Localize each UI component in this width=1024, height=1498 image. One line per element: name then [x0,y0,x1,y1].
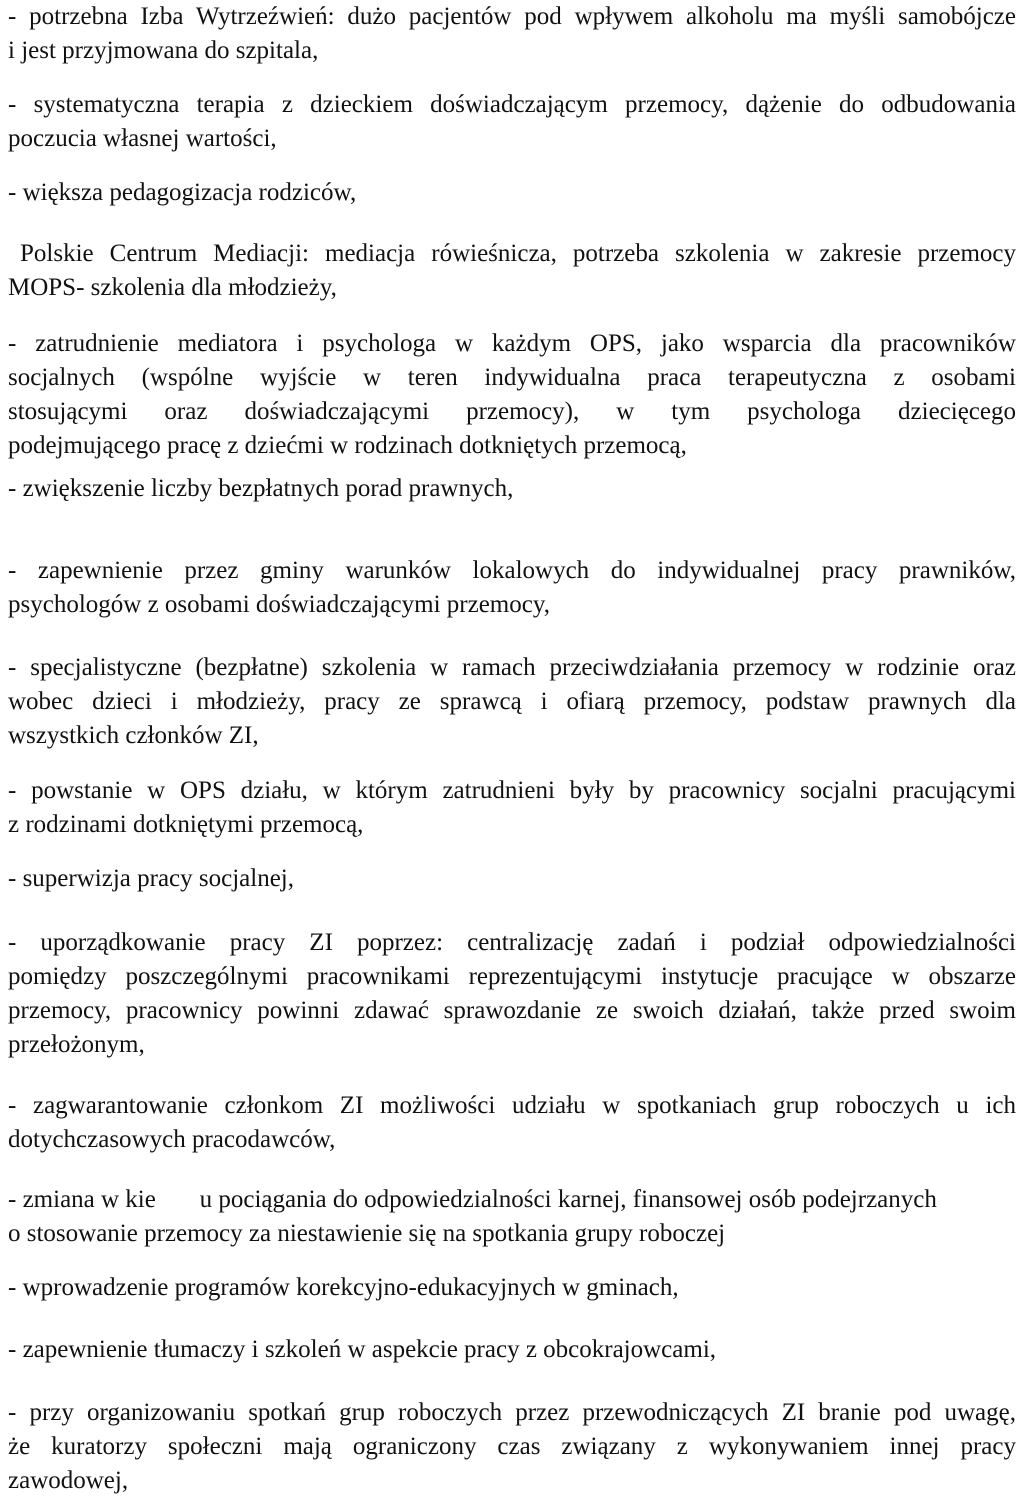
text-line: socjalnych (wspólne wyjście w teren indywidualna praca terapeutyczna z osobami [8,364,1016,391]
paragraph-superwizja [8,862,1016,896]
text-line: z rodzinami dotkniętymi przemocą, [8,811,364,838]
text-line: - systematyczna terapia z dzieckiem doświadczającym przemocy, dążenie do odbudowania [8,91,1016,118]
paragraph-polskie-centrum-mediacji [8,237,1016,305]
text-line: - zatrudnienie mediatora i psychologa w każdym OPS, jako wsparcia dla pracowników [8,330,1016,357]
text-line: - specjalistyczne (bezpłatne) szkolenia w ramach przeciwdziałania przemocy w rodzinie oraz [8,654,1016,681]
text-line: stosującymi oraz doświadczającymi przemocy), w tym psychologa dziecięcego [8,398,1016,425]
paragraph-odpowiedzialnosc-karna [8,1183,1016,1251]
text-line: MOPS- szkolenia dla młodzieży, [8,274,337,301]
paragraph-tlumacze [8,1333,1016,1367]
paragraph-terapia-z-dzieckiem [8,88,1016,156]
text-line: o stosowanie przemocy za niestawienie się na spotkania grupy roboczej [8,1220,726,1247]
text-line: - zagwarantowanie członkom ZI możliwości udziału w spotkaniach grup roboczych u ich [8,1092,1016,1119]
text-line: i jest przyjmowana do szpitala, [8,37,319,64]
paragraph-porady-prawne [8,472,1016,506]
text-line: wobec dzieci i młodzieży, pracy ze sprawcą i ofiarą przemocy, podstaw prawnych dla [8,688,1016,715]
text-line: - wprowadzenie programów korekcyjno-edukacyjnych w gminach, [8,1274,679,1301]
paragraph-szkolenia-specjalistyczne [8,651,1016,753]
text-line: - zapewnienie przez gminy warunków lokalowych do indywidualnej pracy prawników, [8,557,1016,584]
paragraph-zagwarantowanie-udzialu [8,1089,1016,1157]
text-line: - uporządkowanie pracy ZI poprzez: centralizację zadań i podział odpowiedzialności [8,929,1016,956]
text-line: - zwiększenie liczby bezpłatnych porad prawnych, [8,475,514,502]
text-line: przemocy, pracownicy powinni zdawać sprawozdanie ze swoich działań, także przed swoim [8,997,1016,1024]
text-line: - superwizja pracy socjalnej, [8,865,294,892]
text-line: wszystkich członków ZI, [8,722,259,749]
paragraph-dzial-ops [8,774,1016,842]
paragraph-pedagogizacja-rodzicow [8,176,1016,210]
text-line: - zapewnienie tłumaczy i szkoleń w aspekcie pracy z obcokrajowcami, [8,1336,717,1363]
text-line: - większa pedagogizacja rodziców, [8,179,357,206]
text-line: Polskie Centrum Mediacji: mediacja rówieśnicza, potrzeba szkolenia w zakresie przemocy [20,240,1016,267]
paragraph-izba-wytrzezwien [8,0,1016,68]
paragraph-uporzadkowanie-pracy [8,926,1016,1062]
text-line: zawodowej, [8,1467,129,1494]
text-line: pomiędzy poszczególnymi pracownikami reprezentującymi instytucje pracujące w obszarze [8,963,1016,990]
text-line: - przy organizowaniu spotkań grup roboczych przez przewodniczących ZI branie pod uwagę, [8,1399,1016,1426]
text-line: poczucia własnej wartości, [8,125,277,152]
text-line: - potrzebna Izba Wytrzeźwień: dużo pacjentów pod wpływem alkoholu ma myśli samobójcze [8,3,1016,30]
text-line: podejmującego pracę z dziećmi w rodzinach dotkniętych przemocą, [8,432,687,459]
text-line: przełożonym, [8,1031,145,1058]
text-line: że kuratorzy społeczni mają ograniczony czas związany z wykonywaniem innej pracy [8,1433,1016,1460]
paragraph-kuratorzy-spoleczni [8,1396,1016,1498]
paragraph-zatrudnienie-mediatora [8,327,1016,463]
text-line: - zmiana w kie u pociągania do odpowiedzialności karnej, finansowej osób podejrzanych [8,1186,937,1213]
paragraph-warunki-lokalowe [8,554,1016,622]
text-line: dotychczasowych pracodawców, [8,1126,336,1153]
text-line: - powstanie w OPS działu, w którym zatrudnieni były by pracownicy socjalni pracującymi [8,777,1016,804]
paragraph-programy-korekcyjne [8,1271,1016,1305]
text-line: psychologów z osobami doświadczającymi przemocy, [8,591,550,618]
